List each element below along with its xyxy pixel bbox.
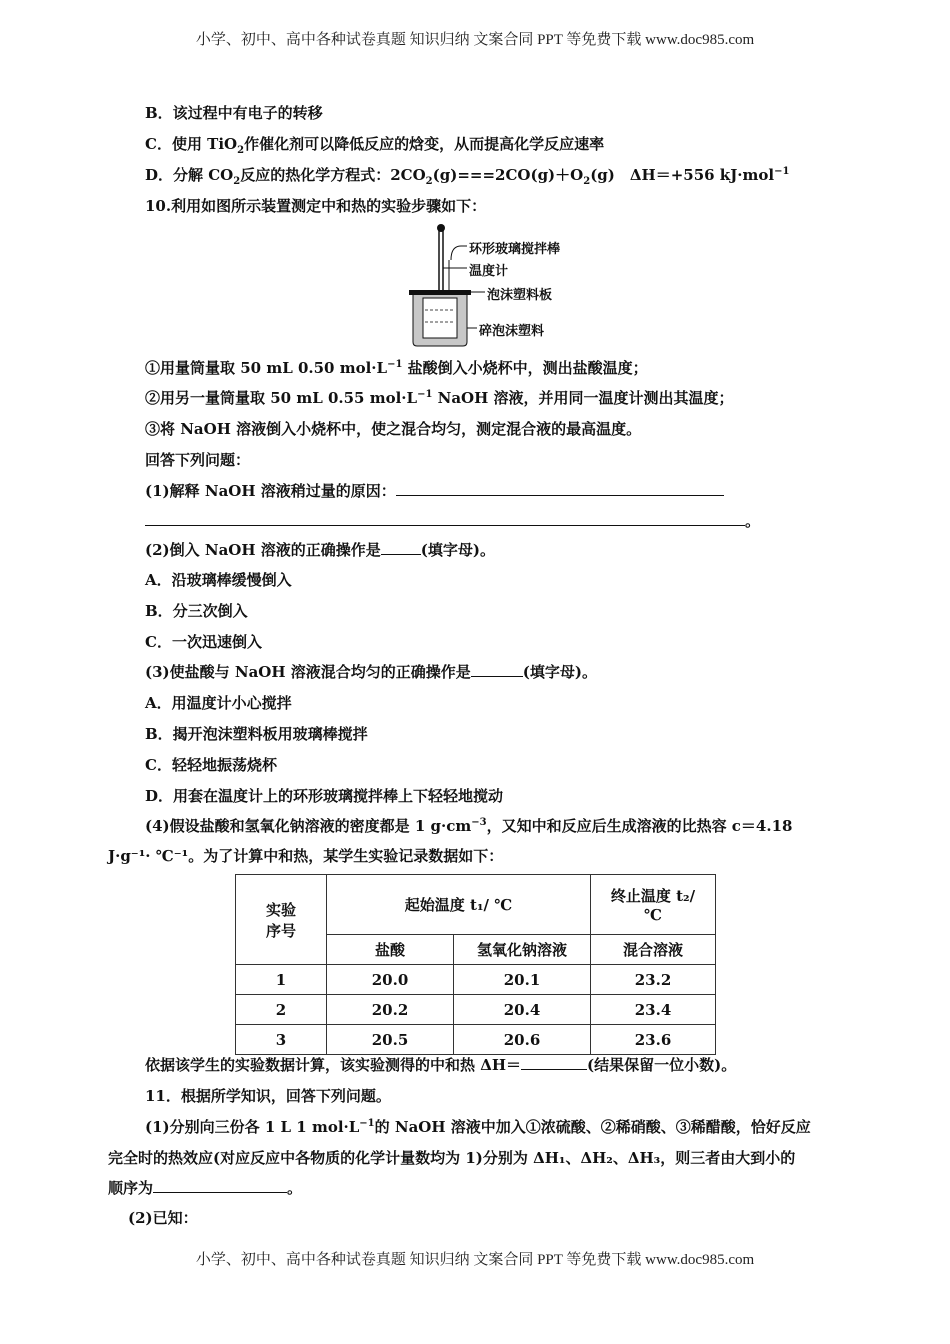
text: 的 NaOH 溶液中加入①浓硫酸、②稀硝酸、③稀醋酸，恰好反应 [374,1118,811,1136]
cell: 23.2 [591,965,716,995]
superscript: −1 [387,359,403,370]
q10-sub1 [145,481,724,501]
cell: 20.6 [454,1025,591,1055]
figure-label-thermometer: 温度计 [469,264,509,279]
q11-sub2: (2)已知： [128,1209,198,1227]
text: (3)使盐酸与 NaOH 溶液混合均匀的正确操作是 [145,663,471,681]
text: (结果保留一位小数)。 [587,1056,737,1074]
text: 。 [287,1179,303,1197]
text: 序号 [265,921,296,940]
q10-sub2-option-a: A．沿玻璃棒缓慢倒入 [145,571,292,589]
text: (4)假设盐酸和氢氧化钠溶液的密度都是 1 g·cm [145,817,472,835]
experiment-data-table [235,874,716,1055]
subscript: 2 [425,176,433,187]
header-end-temp [591,875,716,935]
table-row [236,965,716,995]
q10-sub3-option-a: A．用温度计小心搅拌 [145,694,292,712]
subscript: 2 [233,176,241,187]
superscript: −3 [471,817,487,828]
cell: 20.4 [454,995,591,1025]
calorimeter-figure [405,222,605,350]
cell: 23.4 [591,995,716,1025]
table-row [236,995,716,1025]
q10-sub2-option-b: B．分三次倒入 [145,602,248,620]
subheader-mixed: 混合溶液 [591,935,716,965]
text: 依据该学生的实验数据计算，该实验测得的中和热 ΔH＝ [145,1056,522,1074]
text: (1)分别向三份各 1 L 1 mol·L [145,1118,360,1136]
text: NaOH 溶液，并用同一温度计测出其温度； [432,389,734,407]
figure-label-foam-board: 泡沫塑料板 [487,288,553,303]
cell: 20.1 [454,965,591,995]
answer-blank[interactable] [145,511,745,526]
cell: 20.2 [327,995,454,1025]
q9-option-c [145,134,604,154]
figure-label-foam-pieces: 碎泡沫塑料 [479,324,545,339]
text: ②用另一量筒量取 50 mL 0.55 mol·L [145,389,418,407]
text: ①用量筒量取 50 mL 0.50 mol·L [145,359,388,377]
text: 终止温度 t₂/ [610,887,696,905]
q9-option-b: B．该过程中有电子的转移 [145,104,323,122]
q11-sub1-line1 [145,1117,811,1137]
text: (1)解释 NaOH 溶液稍过量的原因： [145,482,396,500]
text: 作催化剂可以降低反应的焓变，从而提高化学反应速率 [244,135,605,153]
text: (g)===2CO(g)＋O [432,166,584,184]
text: (2)倒入 NaOH 溶液的正确操作是 [145,541,381,559]
subscript: 2 [237,145,245,156]
q11-sub1-line2: 完全时的热效应(对应反应中各物质的化学计量数均为 1)分别为 ΔH₁、ΔH₂、ΔH₃，则三者由大到小的 [108,1149,796,1167]
text: 反应的热化学方程式：2CO [240,166,426,184]
superscript: −1 [774,166,790,177]
text: D．分解 CO [145,166,234,184]
q10-step-3: ③将 NaOH 溶液倒入小烧杯中，使之混合均匀，测定混合液的最高温度。 [145,420,642,438]
q11-sub1-line3 [108,1178,302,1198]
page-footer-banner: 小学、初中、高中各种试卷真题 知识归纳 文案合同 PPT 等免费下载 www.doc985.com [195,1252,755,1268]
subscript: 2 [583,176,591,187]
text: 顺序为 [108,1179,154,1197]
answer-blank[interactable] [396,481,724,496]
text: ，又知中和反应后生成溶液的比热容 c＝4.18 [486,817,793,835]
q10-step-1 [145,358,648,378]
text: (g) ΔH＝+556 kJ·mol [590,166,775,184]
table-row [236,1025,716,1055]
superscript: −1 [359,1118,375,1129]
figure-label-stirrer: 环形玻璃搅拌棒 [469,242,561,257]
header-start-temp: 起始温度 t₁/ ℃ [327,875,591,935]
answer-blank[interactable] [521,1055,587,1070]
text: C．使用 TiO [145,135,238,153]
q10-sub3 [145,662,597,682]
q10-sub2-option-c: C．一次迅速倒入 [145,633,262,651]
q11-title: 11．根据所学知识，回答下列问题。 [145,1087,391,1105]
header-index [236,875,327,965]
q10-sub3-option-b: B．揭开泡沫塑料板用玻璃棒搅拌 [145,725,368,743]
answer-blank[interactable] [471,662,523,677]
page-header-banner: 小学、初中、高中各种试卷真题 知识归纳 文案合同 PPT 等免费下载 www.doc985.com [195,32,755,48]
superscript: −1 [417,389,433,400]
answer-blank[interactable] [153,1178,287,1193]
q10-sub3-option-d: D．用套在温度计上的环形玻璃搅拌棒上下轻轻地搅动 [145,787,504,805]
cell: 20.5 [327,1025,454,1055]
q10-title: 10.利用如图所示装置测定中和热的实验步骤如下： [145,197,487,215]
answer-blank[interactable] [381,540,421,555]
text: (填字母)。 [522,663,597,681]
cell: 2 [236,995,327,1025]
text: 盐酸倒入小烧杯中，测出盐酸温度； [402,359,648,377]
q10-sub1-continuation [145,511,760,531]
cell: 3 [236,1025,327,1055]
q10-sub4-answer [145,1055,736,1075]
subheader-hcl: 盐酸 [327,935,454,965]
q10-prompt: 回答下列问题： [145,451,251,469]
subheader-naoh: 氢氧化钠溶液 [454,935,591,965]
cell: 1 [236,965,327,995]
text: 。 [745,512,761,530]
cell: 23.6 [591,1025,716,1055]
q10-sub2 [145,540,495,560]
text: 实验 [265,900,296,919]
q10-sub3-option-c: C．轻轻地振荡烧杯 [145,756,277,774]
cell: 20.0 [327,965,454,995]
q10-sub4-line2: J·g⁻¹· ℃⁻¹。为了计算中和热，某学生实验记录数据如下： [108,847,504,865]
q9-option-d [145,165,789,185]
q10-step-2 [145,388,734,408]
text: (填字母)。 [420,541,495,559]
q10-sub4-line1 [145,816,792,836]
text: ℃ [644,906,662,924]
